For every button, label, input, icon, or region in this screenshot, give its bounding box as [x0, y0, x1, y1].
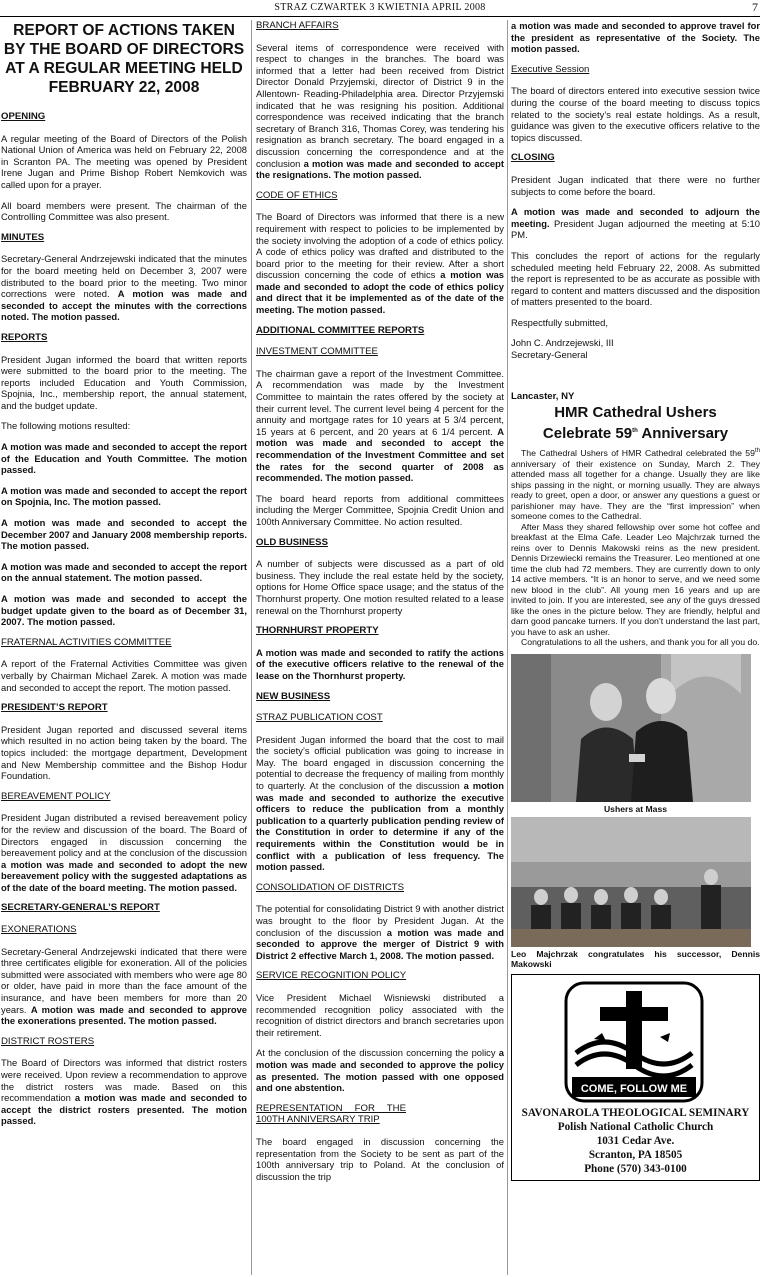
section-heading: SERVICE RECOGNITION POLICY [256, 970, 407, 982]
section-heading: CLOSING [511, 152, 555, 164]
paragraph: The board heard reports from additional committees including the Merger Committee, Spojnia Credit Union and 100th Anniversary Committee. No action resulted. [256, 492, 504, 527]
section-heading: DISTRICT ROSTERS [1, 1035, 95, 1047]
paragraph: The potential for consolidating District 9 with another district was brought to the floor by President Jugan. At the conclusion of the discussion a motion was made and seconded to approve the merger of District 9 with District 2 effective March 1, 2008. The motion passed. [256, 903, 504, 961]
paragraph: Vice President Michael Wisniewski distributed a recommended recognition policy associated with the recognition of district directors and branch secretaries upon their retirement. [256, 991, 504, 1038]
section-heading: STRAZ PUBLICATION COST [256, 712, 383, 724]
photo-ushers-shaking-hands [511, 654, 751, 802]
motion: A motion was made and seconded to accept the December 2007 and January 2008 membership reports. The motion passed. [1, 517, 247, 552]
ushers-article [511, 391, 760, 648]
paragraph: A number of subjects were discussed as a part of old business. They include the real estate held by the society, options for Home Office space usage; and the status of the Thornhurst property. One motion resulted related to a lease renewal on the Thornhurst property [256, 558, 504, 616]
logo-text: COME, FOLLOW ME [580, 1082, 688, 1095]
section-heading: NEW BUSINESS [256, 690, 331, 702]
header-dateline: STRAZ CZWARTEK 3 KWIETNIA APRIL 2008 [274, 2, 486, 13]
motion: A motion was made and seconded to accept the report of the Education and Youth Committee. The motion passed. [1, 441, 247, 476]
paragraph: This concludes the report of actions for the regularly scheduled meeting held February 22, 2008. As submitted the report is represented to be as accurate as possible with regard to content and matters discussed and the disposition of matters presented to the board. [511, 249, 760, 308]
section-heading: CODE OF ETHICS [256, 189, 338, 201]
motion: A motion was made and seconded to accept the budget update given to the board as of December 31, 2007. The motion passed. [1, 593, 247, 628]
photo-caption: Ushers at Mass [603, 803, 668, 814]
paragraph: President Jugan indicated that there were no further subjects to come before the board. [511, 173, 760, 197]
section-heading: PRESIDENT’S REPORT [1, 702, 108, 714]
section-heading: ADDITIONAL COMMITTEE REPORTS [256, 324, 425, 336]
header-rule [0, 16, 760, 17]
paragraph: a motion was made and seconded to approve travel for the president as representative of the Society. The motion passed. [511, 20, 760, 55]
page-number: 7 [752, 0, 758, 14]
section-heading: THORNHURST PROPERTY [256, 625, 379, 637]
paragraph: A regular meeting of the Board of Directors of the Polish National Union of America was held on February 22, 2008 in Scranton PA. The meeting was opened by President Irene Jugan and Prime Bishop Robert Nemkovich was called upon for a prayer. [1, 132, 247, 190]
paragraph: Several items of correspondence were received with respect to changes in the branches. The board was informed that a letter had been received from District Director Donald Przyjemski, director of District 9 in the Allentown- Reading-Philadelphia area. Director Przyjemski indicated that he was resigning his position. Additional correspondence was received indicating that the branch secretary of Branch 316, Thomas Corey, was tendering his resignation as branch secretary. The board engaged in a discussion concerning the correspondence and at the conclusion a motion was made and seconded to accept the resignations. The motion passed. [256, 41, 504, 181]
advertisement-text: SAVONAROLA THEOLOGICAL SEMINARY Polish National Catholic Church 1031 Cedar Ave. Scranton, PA 18505 Phone (570) 343-0100 [521, 1106, 750, 1175]
paragraph: Secretary-General Andrzejewski indicated that there were three certificates eligible for exoneration. All of the policies submitted were associated with members who were age 80 or older, have paid in more than the face amount of the insurance, and have been members for more than 20 years. A motion was made and seconded to approve the exonerations presented. The motion passed. [1, 945, 247, 1027]
signature-name: John C. Andrzejewski, III [511, 337, 614, 349]
seminary-advertisement [511, 974, 760, 1181]
paragraph: President Jugan distributed a revised bereavement policy for the review and discussion of the board. The Board of Directors engaged in discussion concerning the bereavement policy and at the conclusion of the discussion a motion was made and seconded to adopt the new bereavement policy with the suggested adaptations as of the date of the board meeting. The motion passed. [1, 812, 247, 893]
article-paragraph: Congratulations to all the ushers, and thank you for all you do. [521, 637, 760, 648]
column-divider [507, 20, 508, 1275]
section-heading: REPORTS [1, 331, 48, 343]
paragraph: The following motions resulted: [1, 420, 131, 432]
article-paragraph: The Cathedral Ushers of HMR Cathedral celebrated the 59th anniversary of their existence on Sunday, March 2. They attended mass all together for a change. Usually they are like ships passing in the night, or morning usually. They are always ready to greet, open a door, or answer any questions a guest or parishioner may have. They are the “first impression” when someone comes to the Cathedral. [511, 448, 760, 522]
section-heading: OLD BUSINESS [256, 536, 328, 548]
paragraph: The Board of Directors was informed that district rosters were received. Upon review a recommendation to approve the district rosters was made. Based on this recommendation a motion was made and seconded to accept the district rosters presented. The motion passed. [1, 1057, 247, 1127]
paragraph: President Jugan informed the board that written reports were submitted to the board prior to the meeting. The reports included Education and Youth Commission, Spojnia, Inc., membership report, the annual statement, and the budget update. [1, 353, 247, 411]
paragraph: Secretary-General Andrzejewski indicated that the minutes for the board meeting held on December 3, 2007 were distributed to the board prior to the meeting. Two minor corrections were noted. A motion was made and seconded to accept the minutes with the corrections noted. The motion passed. [1, 253, 247, 323]
column-1 [1, 20, 247, 1136]
paragraph: President Jugan informed the board that the cost to mail the society’s official publication was going to increase in May. The board engaged in discussion concerning the potential to decrease the frequency of mailing from monthly to quarterly. At the conclusion of the discussion a motion was made and seconded to authorize the executive officers to reduce the publication from a monthly publication to a quarterly publication pending review of the Constitution in order to determine if any of the requirements within the Constitution would be in conflict with a publication of less frequency. The motion passed. [256, 733, 504, 873]
section-heading: MINUTES [1, 231, 45, 243]
section-heading: REPRESENTATION FOR THE 100TH ANNIVERSARY TRIP [256, 1102, 406, 1126]
seminary-logo-icon [564, 981, 704, 1103]
motion: A motion was made and seconded to ratify the actions of the executive officers relative to the renewal of the lease on the Thornhurst property. [256, 646, 504, 681]
paragraph: All board members were present. The chairman of the Controlling Committee was also present. [1, 199, 247, 223]
section-heading: BEREAVEMENT POLICY [1, 790, 111, 802]
page-header [0, 0, 760, 18]
column-divider [251, 20, 252, 1275]
section-heading: EXONERATIONS [1, 924, 77, 936]
paragraph: The board engaged in discussion concerning the representation from the Society to be sent as part of the 100th anniversary trip to Poland. At the conclusion of discussion the trip [256, 1135, 504, 1182]
section-heading: BRANCH AFFAIRS [256, 20, 339, 31]
paragraph: At the conclusion of the discussion concerning the policy a motion was made and seconded to approve the policy as presented. The motion passed with one opposed and one abstention. [256, 1047, 504, 1094]
section-heading: INVESTMENT COMMITTEE [256, 346, 378, 358]
article-dateline: Lancaster, NY [511, 390, 575, 402]
ushers-photo-1 [511, 654, 751, 802]
paragraph: The board of directors entered into executive session twice during the course of the board meeting to discuss topics related to the society’s real estate holdings. As a result, guidance was given to the executive officers relative to the topics discussed. [511, 85, 760, 143]
motion: A motion was made and seconded to accept the report on the annual statement. The motion passed. [1, 560, 247, 584]
column-3 [511, 20, 760, 1181]
report-title: REPORT OF ACTIONS TAKEN BY THE BOARD OF DIRECTORS AT A REGULAR MEETING HELD FEBRUARY 22, 2008 [3, 22, 245, 96]
article-title: HMR Cathedral Ushers Celebrate 59th Anniversary [542, 404, 729, 443]
paragraph: President Jugan reported and discussed several items which resulted in no action being taken by the board. The topics included: the mortgage department, Development and New Membership committee and the Bishop Hodur Foundation. [1, 723, 247, 782]
photo-ushers-in-pews [511, 817, 751, 947]
column-2 [256, 20, 504, 1191]
section-heading: CONSOLIDATION OF DISTRICTS [256, 881, 404, 893]
paragraph: The chairman gave a report of the Investment Committee. A recommendation was made by the Investment Committee to maintain the rates offered by the society at their current level. The current level being 4 percent for the annuity and mortgage rates for 10 years at 5 3/4 percent, 15 years at 6 percent, and 20 years at 6 1/4 percent. A motion was made and seconded to accept the recommendation of the Investment Committee and set the rates for the second quarter of 2008 as recommended. The motion passed. [256, 367, 504, 484]
ushers-photo-2 [511, 817, 751, 947]
signature-title: Secretary-General [511, 349, 588, 361]
section-heading: OPENING [1, 111, 46, 122]
paragraph: The Board of Directors was informed that there is a new requirement with respect to policies to be implemented by the society involving the adoption of a code of ethics policy. A code of ethics policy was drafted and distributed to the board prior to the meeting for their review. After a short discussion concerning the code of ethics a motion was made and seconded to adopt the code of ethics policy and direct that it be implemented as of the date of the meeting. The motion passed. [256, 211, 504, 316]
section-heading: FRATERNAL ACTIVITIES COMMITTEE [1, 636, 172, 648]
paragraph: A report of the Fraternal Activities Committee was given verbally by Chairman Michael Zarek. A motion was made and seconded to accept the report. The motion passed. [1, 658, 247, 693]
article-paragraph: After Mass they shared fellowship over some hot coffee and breakfast at the Elma Cafe. Leader Leo Majchrzak turned the reins over to Dennis Makowski reins as the new president. Dennis Drzewiecki remains the Treasurer. Leo mentioned at one time the club had 72 members. They are currently down to only 14 active members. “It is an honor to serve, and we need some new blood in the club”. All young men 16 years and up are invited to join. If you are interested, see any of the guys dressed like the ones in the picture below. They are friendly, helpful and darn good pancake turners. If you don’t understand the last part, you have to ask an usher. [511, 521, 760, 637]
paragraph: A motion was made and seconded to adjourn the meeting. President Jugan adjourned the meeting at 5:10 PM. [511, 206, 760, 241]
paragraph: Respectfully submitted, [511, 316, 608, 328]
section-heading: SECRETARY-GENERAL’S REPORT [1, 902, 160, 914]
photo-caption: Leo Majchrzak congratulates his successor, Dennis Makowski [511, 948, 760, 969]
section-heading: Executive Session [511, 63, 590, 75]
motion: A motion was made and seconded to accept the report on Spojnia, Inc. The motion passed. [1, 484, 247, 508]
